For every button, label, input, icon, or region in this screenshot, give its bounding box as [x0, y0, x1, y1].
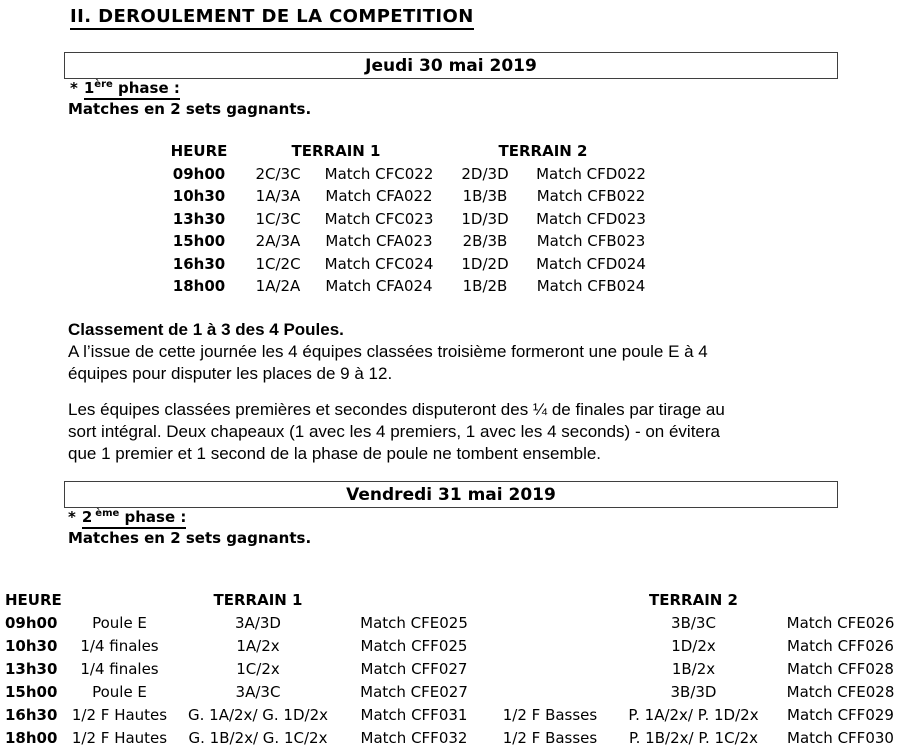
terrain2-match-cell: Match CFD023 — [536, 209, 646, 228]
terrain2-match-cell: Match CFD022 — [536, 164, 646, 183]
terrain2-teams-cell: 1B/2x — [671, 659, 716, 678]
table-row — [0, 680, 905, 703]
phase1-heading — [70, 79, 180, 97]
table-row — [0, 634, 905, 657]
terrain2-teams-cell: P. 1A/2x/ P. 1D/2x — [628, 705, 759, 724]
note-line: équipes pour disputer les places de 9 à 12. — [68, 364, 393, 383]
phase2-ordinal-suffix: ème — [95, 508, 120, 519]
phase2-number: 2 — [81, 508, 93, 526]
heure-cell: 10h30 — [172, 187, 226, 206]
table-header-row — [163, 140, 649, 163]
terrain2-match-cell: Match CFE026 — [786, 613, 895, 632]
terrain2-match-cell: Match CFB023 — [536, 232, 646, 251]
date-day1-label: Jeudi 30 mai 2019 — [365, 56, 537, 76]
category1-cell: 1/4 finales — [80, 659, 159, 678]
terrain1-match-cell: Match CFA024 — [325, 277, 433, 296]
note-classement: Classement de 1 à 3 des 4 Poules. — [68, 320, 344, 339]
terrain1-match-cell: Match CFF031 — [360, 705, 468, 724]
table-row — [163, 275, 649, 298]
note-line: A l’issue de cette journée les 4 équipes classées troisième formeront une poule E à 4 — [68, 342, 708, 361]
terrain1-teams-cell: 3A/3C — [235, 682, 281, 701]
terrain2-match-cell: Match CFB024 — [536, 277, 646, 296]
terrain1-match-cell: Match CFE027 — [360, 682, 468, 701]
table-row — [163, 163, 649, 186]
note-line: que 1 premier et 1 second de la phase de poule ne tombent ensemble. — [68, 444, 602, 463]
category2-cell — [489, 634, 611, 657]
category1-cell: 1/2 F Hautes — [71, 705, 168, 724]
empty-header-cell — [62, 588, 177, 611]
phase2-heading — [68, 508, 186, 526]
col-header-heure: HEURE — [170, 142, 228, 161]
heure-cell: 15h00 — [172, 232, 226, 251]
terrain1-match-cell: Match CFC022 — [324, 164, 434, 183]
terrain1-teams-cell: 1C/2x — [236, 659, 280, 678]
category2-cell — [489, 680, 611, 703]
heure-cell: 16h30 — [5, 705, 58, 724]
col-header-heure: HEURE — [5, 590, 62, 609]
note-paragraph-2 — [68, 399, 828, 465]
terrain1-match-cell: Match CFF027 — [360, 659, 468, 678]
heure-cell: 09h00 — [5, 613, 58, 632]
terrain1-teams-cell: 1C/3C — [255, 209, 301, 228]
terrain1-match-cell: Match CFA022 — [325, 187, 433, 206]
heure-cell: 09h00 — [172, 164, 226, 183]
terrain1-teams-cell: G. 1A/2x/ G. 1D/2x — [188, 705, 328, 724]
terrain2-teams-cell: 1D/2x — [671, 636, 716, 655]
terrain2-match-cell: Match CFD024 — [536, 254, 646, 273]
terrain1-match-cell: Match CFE025 — [360, 613, 468, 632]
terrain1-match-cell: Match CFC024 — [324, 254, 434, 273]
terrain1-match-cell: Match CFF025 — [360, 636, 468, 655]
terrain1-match-cell: Match CFF032 — [360, 728, 468, 747]
table-row — [0, 611, 905, 634]
terrain1-match-cell: Match CFA023 — [325, 232, 433, 251]
heure-cell: 18h00 — [5, 728, 58, 747]
phase2-star: * — [68, 508, 76, 526]
date-day2-label: Vendredi 31 mai 2019 — [346, 485, 556, 505]
heure-cell: 16h30 — [172, 254, 226, 273]
table-row — [163, 208, 649, 231]
terrain1-teams-cell: 1A/2A — [255, 277, 301, 296]
terrain2-match-cell: Match CFF029 — [787, 705, 894, 724]
empty-header-cell — [489, 588, 611, 611]
terrain2-teams-cell: P. 1B/2x/ P. 1C/2x — [628, 728, 759, 747]
terrain2-match-cell: Match CFF030 — [787, 728, 894, 747]
phase2-label: phase : — [119, 508, 187, 526]
date-header-day2 — [64, 481, 838, 508]
table-row — [0, 726, 905, 749]
schedule-table-day1 — [163, 140, 649, 298]
terrain1-teams-cell: 1A/3A — [255, 187, 301, 206]
empty-header-cell — [776, 588, 905, 611]
table-row — [0, 703, 905, 726]
terrain1-teams-cell: 1A/2x — [236, 636, 280, 655]
empty-header-cell — [339, 588, 489, 611]
category1-cell: Poule E — [92, 613, 147, 632]
table-row — [163, 230, 649, 253]
heure-cell: 10h30 — [5, 636, 58, 655]
terrain1-teams-cell: 1C/2C — [255, 254, 301, 273]
schedule-table-day2 — [0, 588, 905, 749]
category2-cell: 1/2 F Basses — [502, 728, 598, 747]
col-header-terrain1: TERRAIN 1 — [291, 142, 381, 161]
category2-cell — [489, 657, 611, 680]
phase1-label: phase : — [112, 79, 180, 97]
note-paragraph-1 — [68, 341, 828, 385]
table-row — [0, 657, 905, 680]
phase2-subtitle: Matches en 2 sets gagnants. — [68, 529, 312, 547]
col-header-terrain1: TERRAIN 1 — [213, 590, 303, 609]
phase1-subtitle: Matches en 2 sets gagnants. — [68, 100, 312, 118]
table-header-row — [0, 588, 905, 611]
terrain2-match-cell: Match CFE028 — [786, 682, 895, 701]
category1-cell: Poule E — [92, 682, 147, 701]
terrain2-teams-cell: 1D/3D — [461, 209, 509, 228]
notes-block — [68, 319, 828, 465]
phase1-star: * — [70, 79, 78, 97]
terrain2-teams-cell: 1B/2B — [462, 277, 508, 296]
table-row — [163, 253, 649, 276]
terrain1-teams-cell: 2A/3A — [255, 232, 301, 251]
col-header-terrain2: TERRAIN 2 — [649, 590, 738, 609]
category1-cell: 1/2 F Hautes — [71, 728, 168, 747]
terrain2-teams-cell: 2B/3B — [462, 232, 508, 251]
terrain2-match-cell: Match CFF026 — [787, 636, 894, 655]
terrain2-teams-cell: 1D/2D — [461, 254, 509, 273]
heure-cell: 18h00 — [172, 277, 226, 296]
note-line: sort intégral. Deux chapeaux (1 avec les 4 premiers, 1 avec les 4 seconds) - on évitera — [68, 422, 720, 441]
terrain2-teams-cell: 2D/3D — [461, 164, 509, 183]
phase1-number: 1 — [83, 79, 95, 97]
terrain2-teams-cell: 3B/3C — [671, 613, 716, 632]
col-header-terrain2: TERRAIN 2 — [498, 142, 588, 161]
date-header-day1 — [64, 52, 838, 79]
heure-cell: 13h30 — [172, 209, 226, 228]
terrain2-match-cell: Match CFF028 — [787, 659, 894, 678]
terrain2-teams-cell: 1B/3B — [462, 187, 508, 206]
terrain2-match-cell: Match CFB022 — [536, 187, 646, 206]
category2-cell: 1/2 F Basses — [502, 705, 598, 724]
heure-cell: 13h30 — [5, 659, 58, 678]
table-row — [163, 185, 649, 208]
page-title: II. DEROULEMENT DE LA COMPETITION — [70, 6, 474, 30]
category1-cell: 1/4 finales — [80, 636, 159, 655]
terrain1-teams-cell: 3A/3D — [235, 613, 281, 632]
terrain1-teams-cell: G. 1B/2x/ G. 1C/2x — [188, 728, 328, 747]
phase1-ordinal-suffix: ère — [94, 79, 113, 90]
note-line: Les équipes classées premières et secondes disputeront des ¼ de finales par tirage au — [68, 400, 725, 419]
terrain1-teams-cell: 2C/3C — [255, 164, 301, 183]
heure-cell: 15h00 — [5, 682, 58, 701]
category2-cell — [489, 611, 611, 634]
terrain1-match-cell: Match CFC023 — [324, 209, 434, 228]
terrain2-teams-cell: 3B/3D — [670, 682, 717, 701]
